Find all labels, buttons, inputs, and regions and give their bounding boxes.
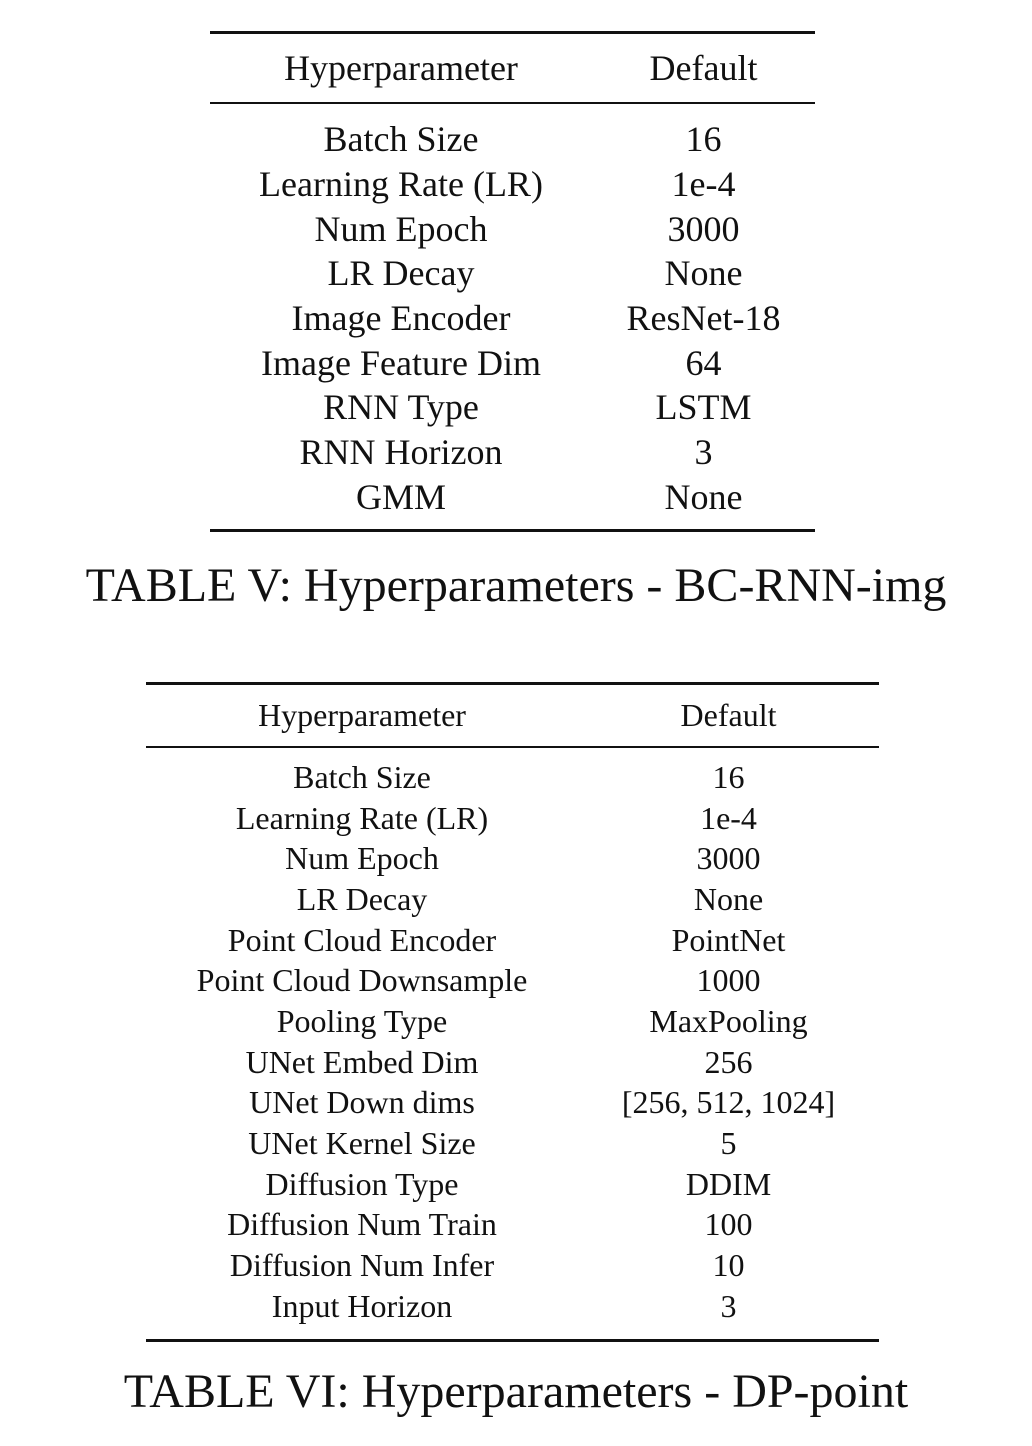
param-default: None: [693, 880, 764, 917]
table-row: [210, 385, 815, 430]
param-default: 3: [694, 432, 713, 473]
param-default: 16: [685, 119, 722, 160]
table-row: [146, 1001, 879, 1042]
param-name: Num Epoch: [314, 208, 488, 249]
param-default: MaxPooling: [649, 1002, 808, 1039]
param-name: Diffusion Num Infer: [229, 1247, 495, 1284]
hyperparameter-table-v: [210, 31, 815, 532]
table-row: [146, 1123, 879, 1164]
param-name: Learning Rate (LR): [235, 799, 489, 836]
table-row: [146, 757, 879, 798]
table-row: [146, 1205, 879, 1246]
param-name: Diffusion Num Train: [227, 1206, 497, 1243]
table-row: [146, 960, 879, 1001]
param-name: Point Cloud Encoder: [227, 921, 497, 958]
param-name: LR Decay: [296, 880, 428, 917]
table-row: [210, 340, 815, 385]
table-row: [210, 430, 815, 475]
param-name: Image Feature Dim: [261, 342, 541, 383]
param-name: UNet Down dims: [249, 1084, 475, 1121]
param-name: Diffusion Type: [265, 1165, 459, 1202]
param-default: None: [664, 253, 743, 294]
table-body: [146, 748, 879, 1339]
table-body: [210, 104, 815, 529]
table-row: [210, 475, 815, 520]
hyperparameter-table-vi: [146, 682, 879, 1342]
table-row: [210, 162, 815, 207]
column-header-default: Default: [680, 697, 777, 733]
param-default: 1e-4: [700, 799, 757, 836]
column-header-hyperparameter: Hyperparameter: [258, 697, 466, 733]
param-name: Batch Size: [323, 119, 479, 160]
table-row: [146, 1164, 879, 1205]
table-row: [146, 838, 879, 879]
table-caption-v: TABLE V: Hyperparameters - BC-RNN-img: [85, 559, 947, 612]
param-name: Num Epoch: [285, 840, 439, 877]
param-default: None: [664, 476, 743, 517]
param-name: Pooling Type: [276, 1002, 448, 1039]
param-name: Image Encoder: [291, 298, 511, 339]
param-name: RNN Type: [323, 387, 479, 428]
column-header-default: Default: [649, 48, 758, 88]
table-row: [146, 920, 879, 961]
table-caption-vi: TABLE VI: Hyperparameters - DP-point: [123, 1365, 909, 1418]
table-row: [210, 296, 815, 341]
param-default: ResNet-18: [626, 298, 781, 339]
param-name: GMM: [355, 476, 447, 517]
table-row: [146, 1083, 879, 1124]
param-name: RNN Horizon: [299, 432, 503, 473]
param-default: 3: [720, 1287, 737, 1324]
param-default: LSTM: [655, 387, 752, 428]
table-row: [210, 206, 815, 251]
param-default: 5: [720, 1125, 737, 1162]
table-row: [146, 798, 879, 839]
table-row: [146, 1245, 879, 1286]
param-name: LR Decay: [327, 253, 475, 294]
table-row: [210, 117, 815, 162]
table-row: [146, 1286, 879, 1327]
table-row: [210, 251, 815, 296]
param-default: 1e-4: [671, 164, 736, 205]
param-default: 64: [685, 342, 722, 383]
table-row: [146, 1042, 879, 1083]
param-default: PointNet: [671, 921, 786, 958]
table-header-row: [146, 685, 879, 748]
param-default: 10: [712, 1247, 745, 1284]
column-header-hyperparameter: Hyperparameter: [284, 48, 518, 88]
param-default: 100: [704, 1206, 753, 1243]
param-name: UNet Kernel Size: [248, 1125, 476, 1162]
param-default: DDIM: [685, 1165, 772, 1202]
param-name: UNet Embed Dim: [245, 1043, 479, 1080]
param-name: Input Horizon: [271, 1287, 453, 1324]
param-default: 3000: [696, 840, 761, 877]
param-default: 3000: [667, 208, 740, 249]
param-default: 256: [704, 1043, 753, 1080]
param-default: 16: [712, 758, 745, 795]
table-row: [146, 879, 879, 920]
param-default: [256, 512, 1024]: [621, 1084, 836, 1121]
param-name: Point Cloud Downsample: [196, 962, 528, 999]
param-name: Learning Rate (LR): [259, 164, 543, 205]
param-default: 1000: [696, 962, 761, 999]
param-name: Batch Size: [293, 758, 431, 795]
table-header-row: [210, 34, 815, 104]
